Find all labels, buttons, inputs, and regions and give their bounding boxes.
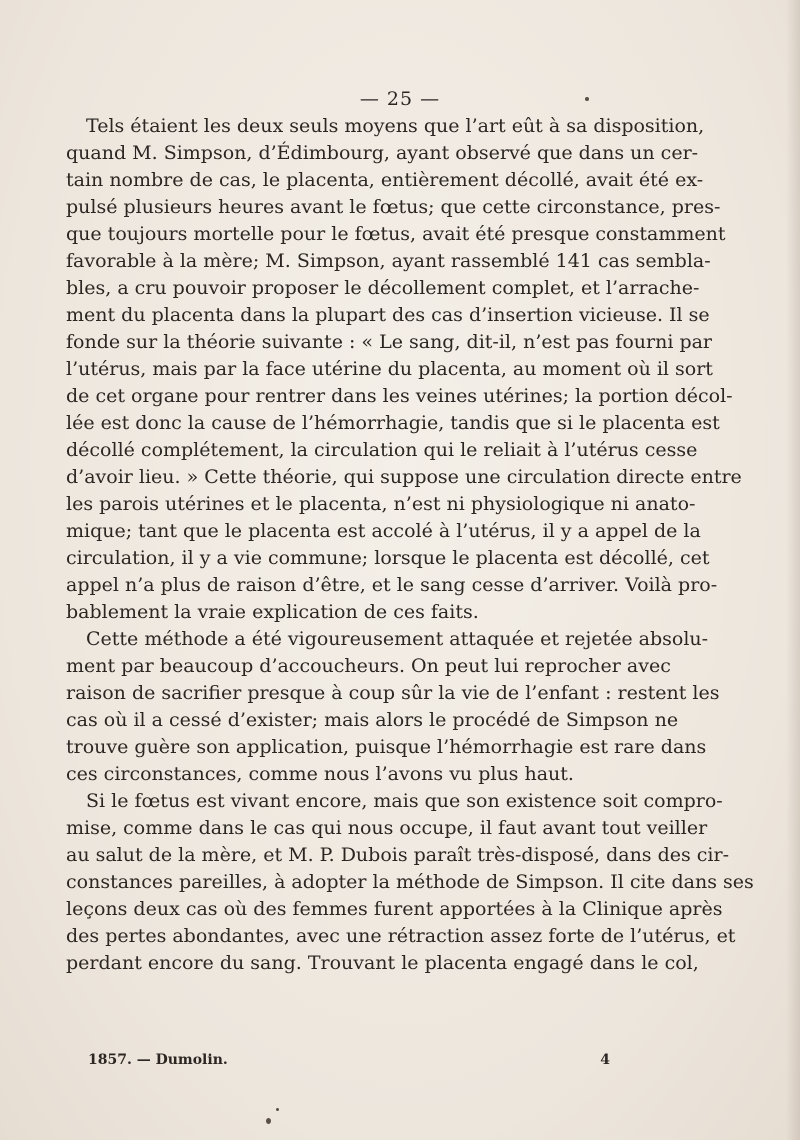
text-line: pulsé plusieurs heures avant le fœtus; que cette circonstance, pres-	[66, 196, 721, 218]
text-line: bles, a cru pouvoir proposer le décollement complet, et l’arrache-	[66, 277, 700, 299]
text-line: les parois utérines et le placenta, n’est ni physiologique ni anato-	[66, 493, 696, 515]
text-line: lée est donc la cause de l’hémorrhagie, tandis que si le placenta est	[66, 412, 720, 434]
text-line: perdant encore du sang. Trouvant le placenta engagé dans le col,	[66, 952, 699, 974]
text-line: tain nombre de cas, le placenta, entièrement décollé, avait été ex-	[66, 169, 704, 191]
printer-signature: 1857. — Dumolin.	[88, 1052, 228, 1068]
text-line: des pertes abondantes, avec une rétraction assez forte de l’utérus, et	[66, 925, 736, 947]
text-line: mise, comme dans le cas qui nous occupe, il faut avant tout veiller	[66, 817, 708, 839]
text-line: Cette méthode a été vigoureusement attaquée et rejetée absolu-	[86, 628, 709, 650]
paragraph-1	[66, 113, 742, 626]
text-line: trouve guère son application, puisque l’hémorrhagie est rare dans	[66, 736, 707, 758]
page-number-header: — 25 —	[359, 88, 441, 110]
text-line: fonde sur la théorie suivante : « Le sang, dit-il, n’est pas fourni par	[66, 331, 713, 353]
paragraph-2	[66, 626, 720, 788]
text-line: ment par beaucoup d’accoucheurs. On peut lui reprocher avec	[66, 655, 671, 677]
text-line: l’utérus, mais par la face utérine du placenta, au moment où il sort	[66, 358, 713, 380]
text-line: que toujours mortelle pour le fœtus, avait été presque constamment	[66, 223, 726, 245]
text-line: bablement la vraie explication de ces faits.	[66, 601, 479, 623]
text-line: ces circonstances, comme nous l’avons vu plus haut.	[66, 763, 574, 785]
text-line: favorable à la mère; M. Simpson, ayant rassemblé 141 cas sembla-	[66, 250, 711, 272]
text-line: cas où il a cessé d’exister; mais alors le procédé de Simpson ne	[66, 709, 679, 731]
text-line: appel n’a plus de raison d’être, et le sang cesse d’arriver. Voilà pro-	[66, 574, 718, 596]
text-line: constances pareilles, à adopter la méthode de Simpson. Il cite dans ses	[66, 871, 754, 893]
text-line: Si le fœtus est vivant encore, mais que son existence soit compro-	[86, 790, 723, 812]
paragraph-3	[66, 788, 754, 977]
ink-speck	[276, 1108, 279, 1111]
text-line: leçons deux cas où des femmes furent apportées à la Clinique après	[66, 898, 723, 920]
text-line: ment du placenta dans la plupart des cas d’insertion vicieuse. Il se	[66, 304, 710, 326]
text-line: circulation, il y a vie commune; lorsque le placenta est décollé, cet	[66, 547, 710, 569]
ink-speck	[266, 1118, 271, 1124]
body-text	[66, 113, 754, 977]
text-line: quand M. Simpson, d’Édimbourg, ayant observé que dans un cer-	[66, 142, 699, 164]
text-line: mique; tant que le placenta est accolé à l’utérus, il y a appel de la	[66, 520, 701, 542]
sheet-number: 4	[600, 1052, 610, 1068]
ink-speck	[585, 97, 589, 101]
text-line: raison de sacrifier presque à coup sûr la vie de l’enfant : restent les	[66, 682, 720, 704]
text-line: d’avoir lieu. » Cette théorie, qui suppose une circulation directe entre	[66, 466, 742, 488]
text-line: au salut de la mère, et M. P. Dubois paraît très-disposé, dans des cir-	[66, 844, 730, 866]
text-line: de cet organe pour rentrer dans les veines utérines; la portion décol-	[66, 385, 733, 407]
page-edge-shadow	[786, 0, 800, 1140]
page-footer	[88, 1052, 610, 1068]
text-line: Tels étaient les deux seuls moyens que l’art eût à sa disposition,	[86, 115, 705, 137]
text-line: décollé complétement, la circulation qui le reliait à l’utérus cesse	[66, 439, 698, 461]
